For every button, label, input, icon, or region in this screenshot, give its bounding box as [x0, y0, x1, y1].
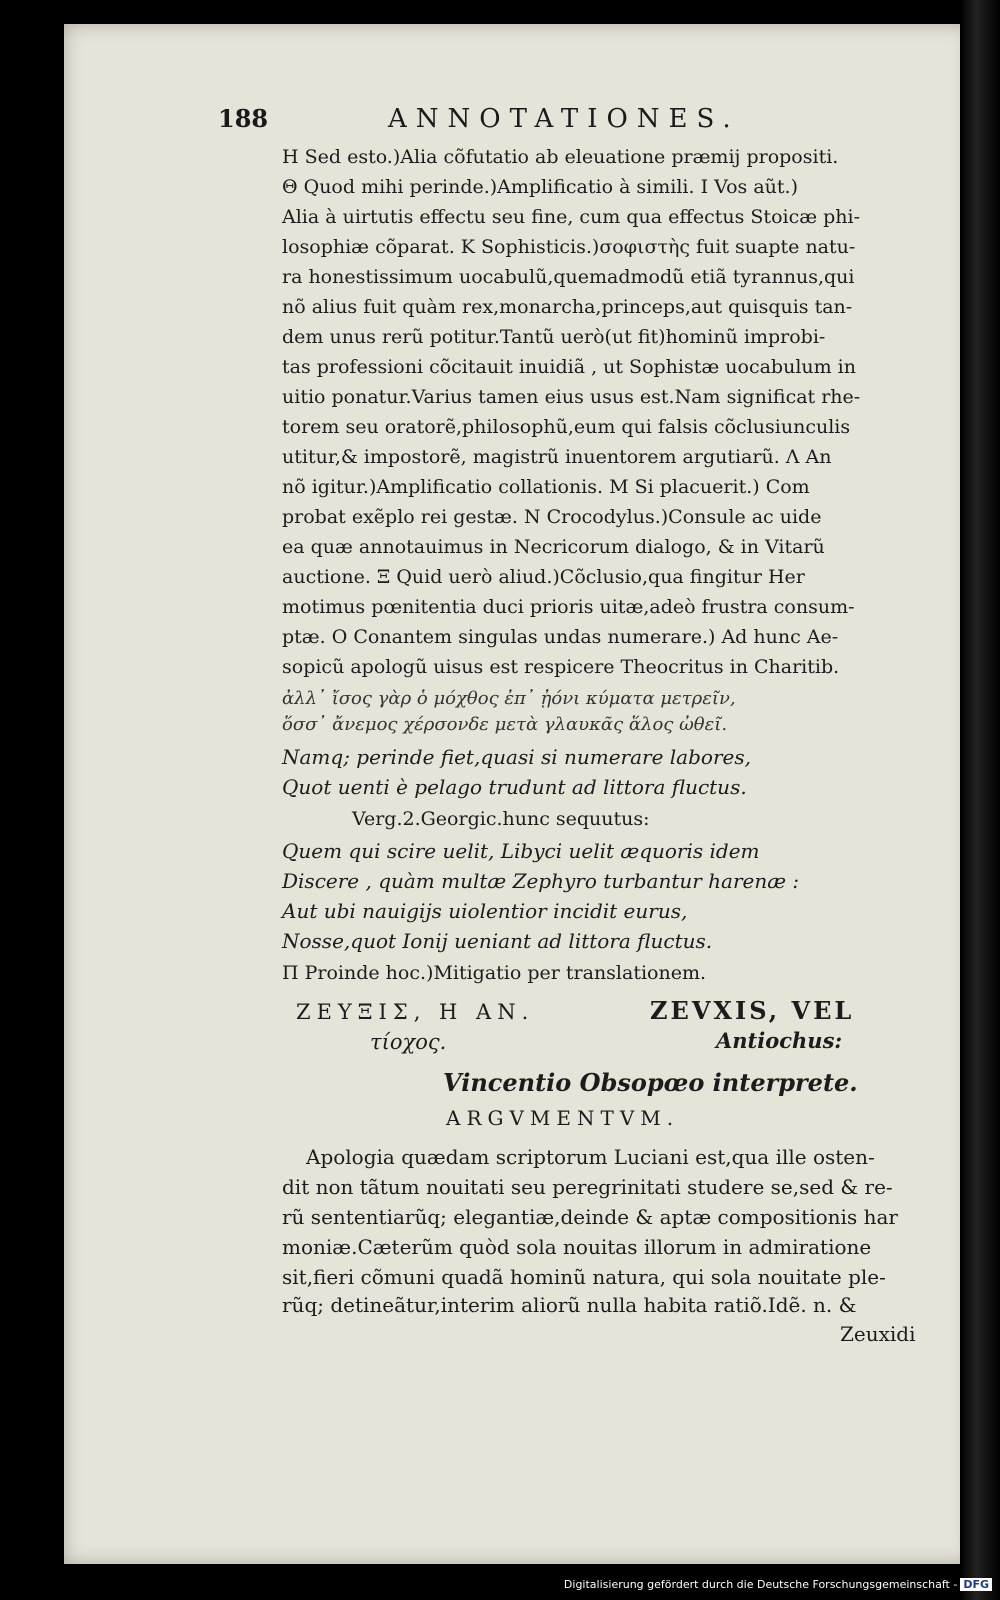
annotation-line: tas professioni cõcitauit inuidiã , ut Sophistæ uocabulum in	[282, 356, 856, 378]
page-number: 188	[218, 104, 269, 133]
running-title: ANNOTATIONES.	[388, 104, 740, 134]
latin-verse-line: Nosse,quot Ionij ueniant ad littora fluctus.	[282, 929, 713, 953]
annotation-line: losophiæ cõparat. K Sophisticis.)σοφιστὴς fuit suapte natu-	[282, 236, 856, 258]
book-edge	[960, 0, 1000, 1600]
annotation-line: torem seu oratorẽ,philosophũ,eum qui falsis cõclusiunculis	[282, 416, 851, 438]
verg-intro: Verg.2.Georgic.hunc sequutus:	[352, 808, 650, 830]
annotation-line: probat exẽplo rei gestæ. N Crocodylus.)Consule ac uide	[282, 506, 822, 528]
latin-verse-line: Quot uenti è pelago trudunt ad littora fluctus.	[282, 775, 747, 799]
latin-section-title: ZEVXIS, VEL	[650, 996, 855, 1025]
annotation-line: nõ alius fuit quàm rex,monarcha,princeps,aut quisquis tan-	[282, 296, 853, 318]
annotation-line: ea quæ annotauimus in Necricorum dialogo, & in Vitarũ	[282, 536, 825, 558]
annotation-line: uitio ponatur.Varius tamen eius usus est.Nam significat rhe-	[282, 386, 861, 408]
annotation-line: motimus pœnitentia duci prioris uitæ,adeò frustra consum-	[282, 596, 855, 618]
digitization-credit	[564, 1578, 992, 1591]
greek-section-title-cont: τίοχος.	[370, 1030, 447, 1054]
greek-verse-line: ὅσσ᾽ ἄνεμος χέρσονδε μετὰ γλαυκᾶς ἅλος ὠθεῖ.	[282, 714, 728, 735]
latin-verse-line: Quem qui scire uelit, Libyci uelit æquoris idem	[282, 839, 760, 863]
catchword: Zeuxidi	[840, 1322, 916, 1346]
argument-line: rũ sententiarũq; elegantiæ,deinde & aptæ compositionis har	[282, 1205, 898, 1229]
interpreter-line: Vincentio Obsopœo interprete.	[443, 1068, 858, 1097]
latin-verse-line: Aut ubi nauigijs uiolentior incidit eurus,	[282, 899, 688, 923]
credit-text: Digitalisierung gefördert durch die Deutsche Forschungsgemeinschaft -	[563, 1578, 958, 1591]
greek-verse-line: ἀλλ᾽ ἴσος γὰρ ὁ μόχθος ἐπ᾽ ᾐόνι κύματα μετρεῖν,	[282, 688, 736, 709]
argument-line: Apologia quædam scriptorum Luciani est,qua ille osten-	[306, 1145, 875, 1169]
annotation-line: nõ igitur.)Amplificatio collationis. M Si placuerit.) Com	[282, 476, 810, 498]
annotation-line: Alia à uirtutis effectu seu fine, cum qua effectus Stoicæ phi-	[282, 206, 861, 228]
argument-line: moniæ.Cæterũm quòd sola nouitas illorum in admiratione	[282, 1235, 872, 1259]
annotation-line: H Sed esto.)Alia cõfutatio ab eleuatione præmij propositi.	[282, 146, 839, 168]
annotation-line: Θ Quod mihi perinde.)Amplificatio à simili. I Vos aũt.)	[282, 176, 798, 198]
annotation-line: ptæ. O Conantem singulas undas numerare.) Ad hunc Ae-	[282, 626, 839, 648]
closing-note: Π Proinde hoc.)Mitigatio per translationem.	[282, 962, 707, 984]
dfg-logo: DFG	[960, 1578, 992, 1591]
annotation-line: ra honestissimum uocabulũ,quemadmodũ etiã tyrannus,qui	[282, 266, 855, 288]
argument-line: rũq; detineãtur,interim aliorũ nulla habita ratiõ.Idẽ. n. &	[282, 1293, 857, 1317]
annotation-line: sopicũ apologũ uisus est respicere Theocritus in Charitib.	[282, 656, 840, 678]
latin-verse-line: Namq; perinde fiet,quasi si numerare labores,	[282, 745, 751, 769]
annotation-line: dem unus rerũ potitur.Tantũ uerò(ut fit)hominũ improbi-	[282, 326, 826, 348]
argument-line: dit non tãtum nouitati seu peregrinitati studere se,sed & re-	[282, 1175, 893, 1199]
latin-verse-line: Discere , quàm multæ Zephyro turbantur harenæ :	[282, 869, 800, 893]
annotation-line: utitur,& impostorẽ, magistrũ inuentorem argutiarũ. Λ An	[282, 446, 832, 468]
latin-section-title-cont: Antiochus:	[716, 1028, 843, 1053]
annotation-line: auctione. Ξ Quid uerò aliud.)Cõclusio,qua fingitur Her	[282, 566, 805, 588]
greek-section-title: ΖΕΥΞΙΣ, Η ΑΝ.	[296, 1000, 535, 1024]
argument-heading: ARGVMENTVM.	[446, 1106, 680, 1130]
argument-line: sit,fieri cõmuni quadã hominũ natura, qui sola nouitate ple-	[282, 1265, 886, 1289]
